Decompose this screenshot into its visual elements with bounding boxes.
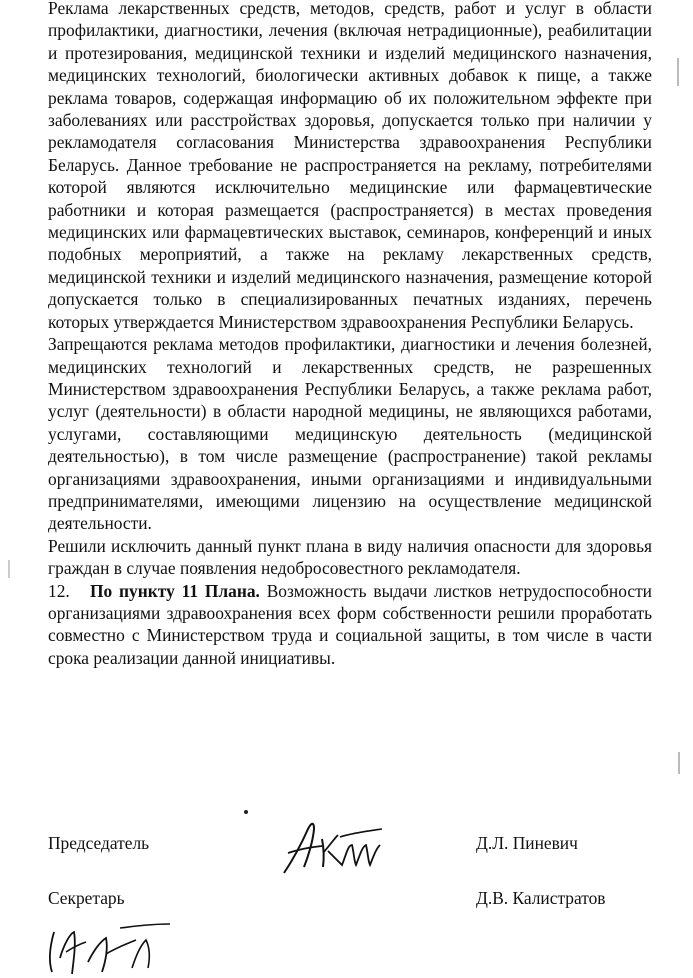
secretary-signature-icon — [36, 918, 186, 978]
document-body — [48, 0, 652, 669]
chair-name: Д.Л. Пиневич — [476, 833, 578, 853]
margin-mark — [677, 58, 679, 86]
chair-role: Председатель — [48, 833, 150, 853]
paragraph-advertising-rules: Реклама лекарственных средств, методов, средств, работ и услуг в области профилактики, диагностики, лечения (включая нетрадиционные), реабилитации и протезирования, медицинской техники и изделий медицинского назначения, медицинских технологий, биологически активных добавок к пище, а также реклама товаров, содержащая информацию об их положительном эффекте при заболеваниях или расстройствах здоровья, допускается только при наличии у рекламодателя согласования Министерства здравоохранения Республики Беларусь. Данное требование не распространяется на рекламу, потребителями которой являются исключительно медицинские или фармацевтические работники и которая размещается (распространяется) в местах проведения медицинских или фармацевтических выставок, семинаров, конференций и иных подобных мероприятий, а также на рекламу лекарственных средств, медицинской техники и изделий медицинского назначения, размещение которой допускается только в специализированных печатных изданиях, перечень которых утверждается Министерством здравоохранения Республики Беларусь. — [48, 0, 652, 332]
chair-signature-icon — [278, 815, 388, 880]
paragraph-decision: Решили исключить данный пункт плана в виду наличия опасности для здоровья граждан в случае появления недобросовестного рекламодателя. — [48, 535, 652, 579]
secretary-name: Д.В. Калистратов — [476, 888, 606, 908]
margin-mark — [678, 752, 680, 774]
item-12 — [48, 580, 652, 670]
ink-dot — [244, 810, 248, 814]
margin-mark — [8, 560, 10, 578]
item-12-text: Возможность выдачи листков нетрудоспособности организациями здравоохранения всех форм собственности решили проработать совместно с Министерством труда и социальной защиты, в том числе в части срока реализации данной инициативы. — [48, 580, 652, 668]
paragraph-advertising-ban: Запрещаются реклама методов профилактики, диагностики и лечения болезней, медицинских технологий и лекарственных средств, не разрешенных Министерством здравоохранения Республики Беларусь, а также реклама работ, услуг (деятельности) в области народной медицины, не являющихся работами, услугами, составляющими медицинскую деятельность (медицинской деятельностью), в том числе размещение (распространение) такой рекламы организациями здравоохранения, иными организациями и индивидуальными предпринимателями, имеющими лицензию на осуществление медицинской деятельности. — [48, 334, 652, 534]
item-12-heading: По пункту 11 Плана. — [90, 580, 260, 601]
secretary-role: Секретарь — [48, 888, 125, 908]
item-12-number: 12. — [48, 580, 70, 601]
